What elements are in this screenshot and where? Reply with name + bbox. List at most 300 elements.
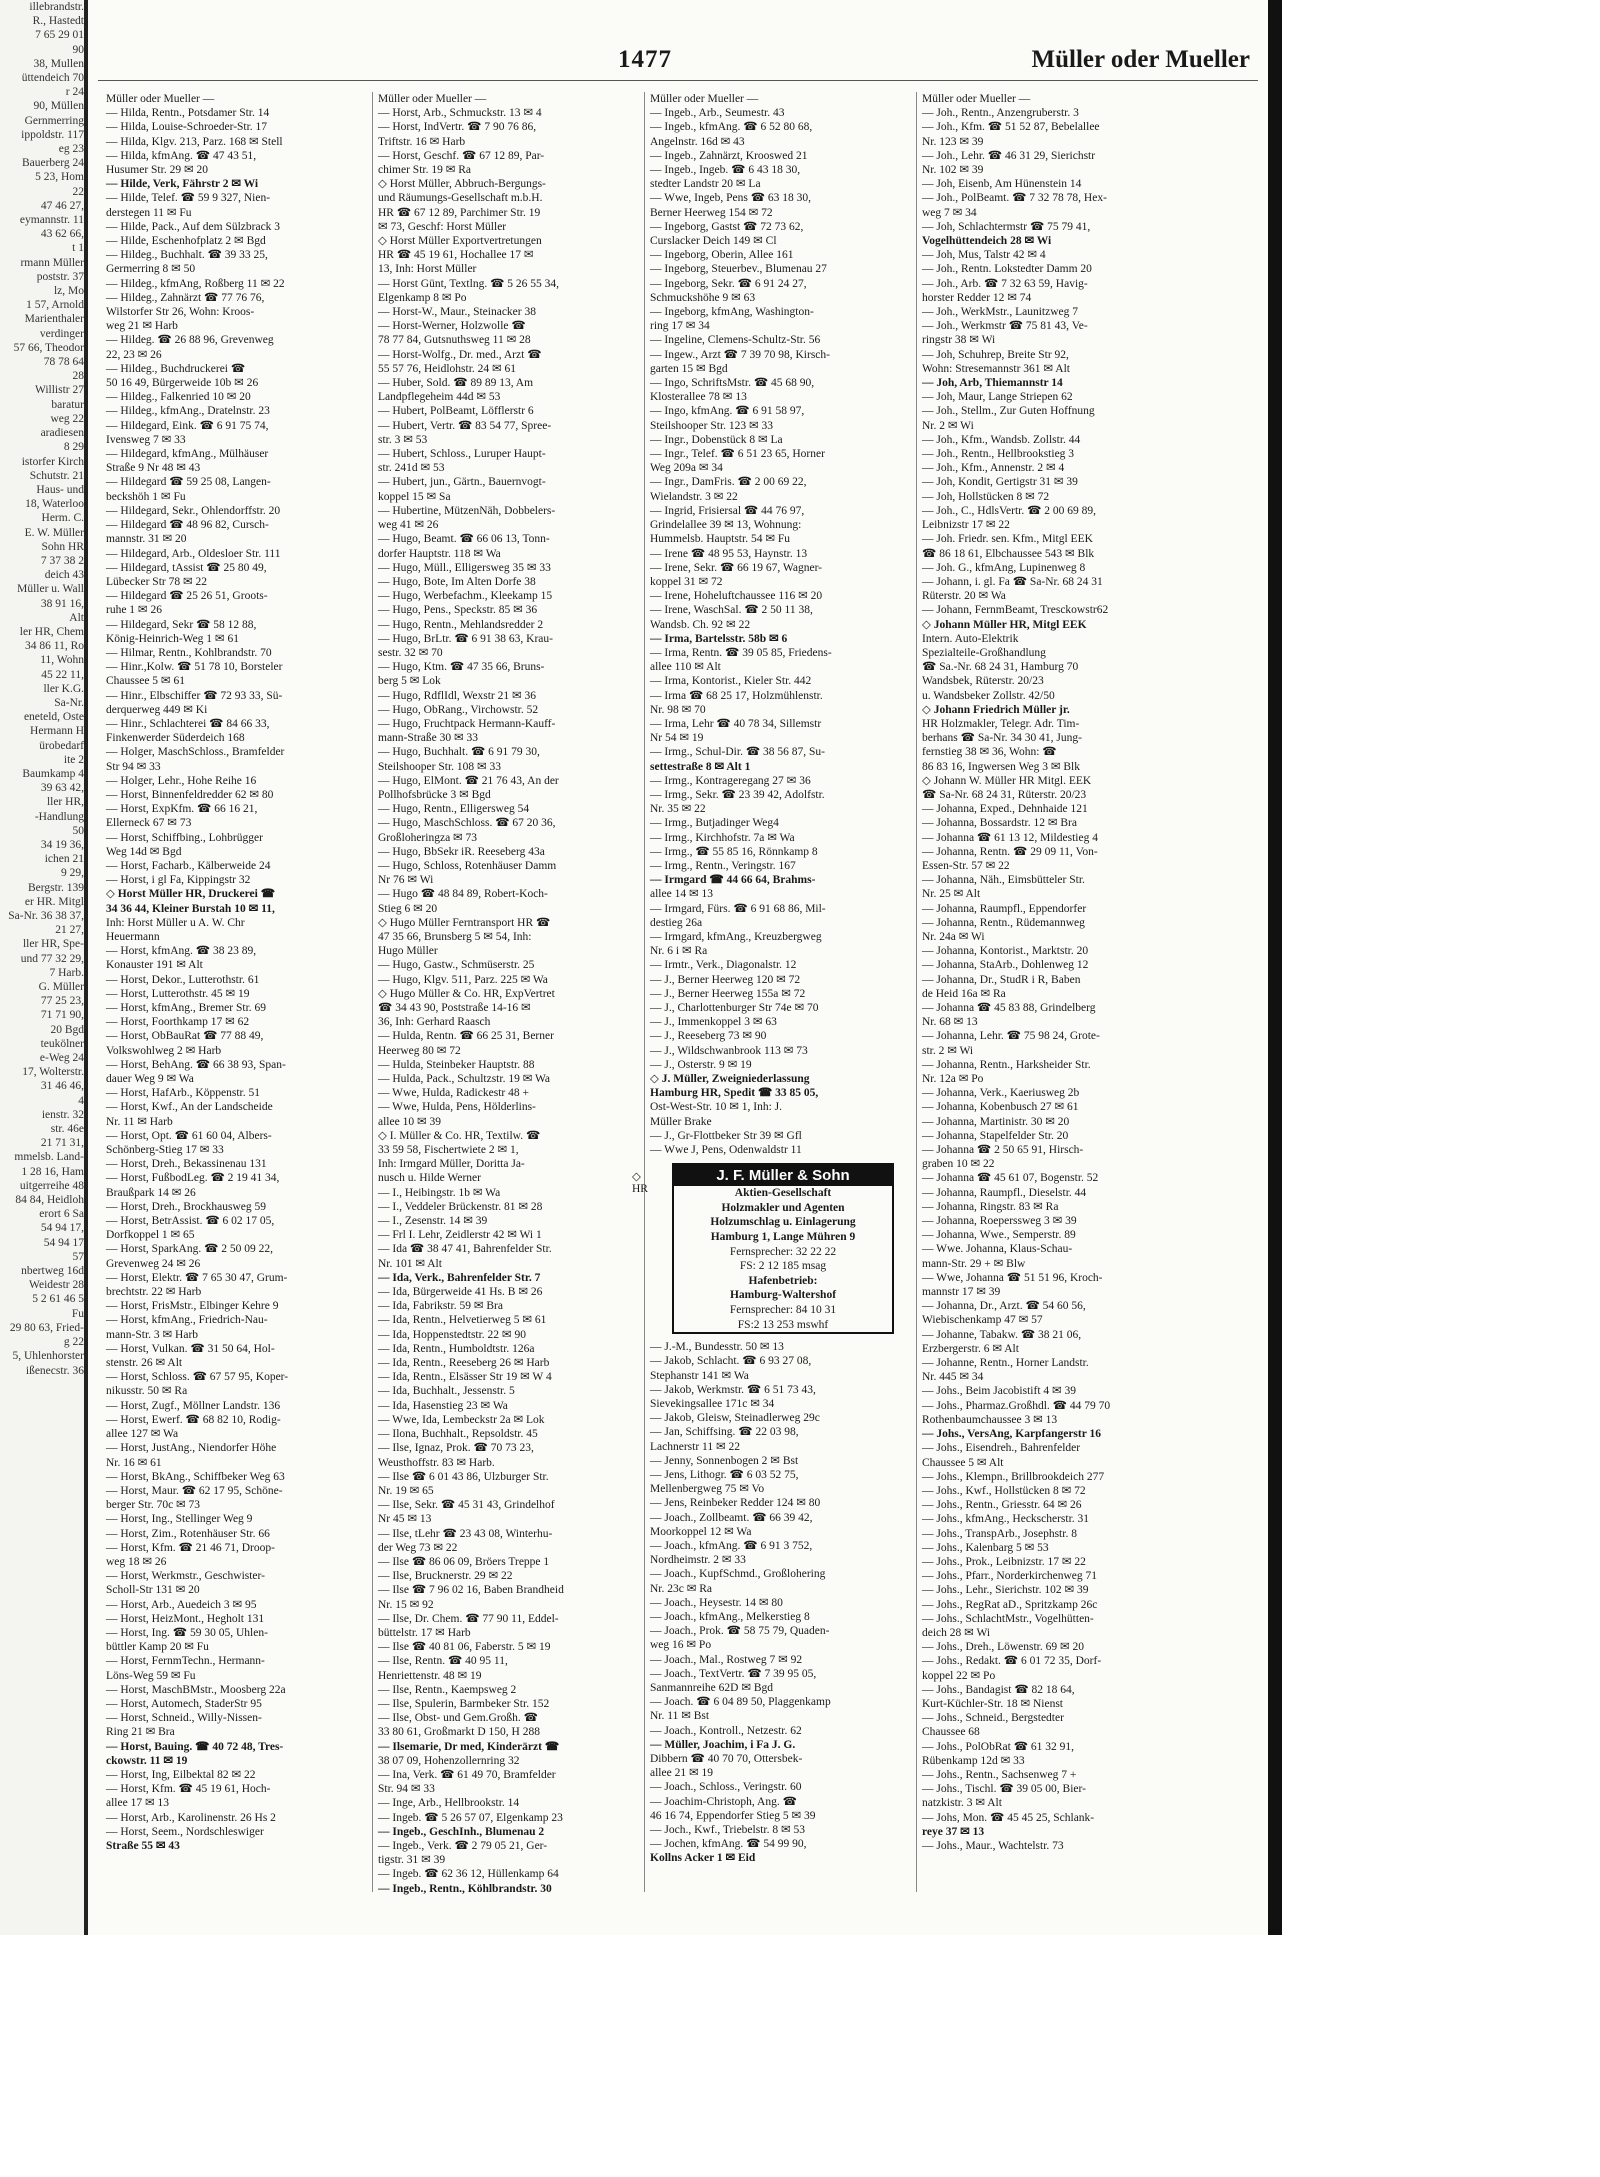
directory-entry: — Horst, ExpKfm. ☎ 66 16 21, [106,803,258,816]
register-mark: HR [632,1183,648,1196]
directory-entry: — Hugo, Bote, Im Alten Dorfe 38 [378,575,536,588]
directory-entry: Spezialteile-Großhandlung [922,646,1046,659]
directory-entry: Nr. 25 ✉ Alt [922,888,981,901]
directory-entry: Ring 21 ✉ Bra [106,1726,175,1739]
directory-entry: — Hilde, Verk, Fährstr 2 ✉ Wi [106,178,259,191]
directory-entry: — Joach., kfmAng., Melkerstieg 8 [650,1611,810,1624]
directory-entry: — J., Charlottenburger Str 74e ✉ 70 [650,1002,819,1014]
directory-entry: — Hugo, BrLtr. ☎ 6 91 38 63, Krau- [378,632,553,645]
directory-entry: — Irene, WaschSal. ☎ 2 50 11 38, [650,604,813,617]
directory-entry: Hamburg HR, Spedit ☎ 33 85 05, [650,1087,819,1100]
directory-entry: — Johs., SchlachtMstr., Vogelhütten- [922,1612,1094,1625]
directory-entry: — Wwe J, Pens, Odenwaldstr 11 [650,1144,802,1157]
directory-entry: — Ida, Verk., Bahrenfelder Str. 7 [378,1271,541,1284]
gutter-text-line: 17, Wolterstr. [22,1066,84,1079]
directory-entry: — Ilse, tLehr ☎ 23 43 08, Winterhu- [378,1527,553,1540]
gutter-text-line: Schutstr. 21 [29,469,84,482]
directory-entry: — Johs., Redakt. ☎ 6 01 72 35, Dorf- [922,1655,1102,1668]
previous-page-gutter [0,0,88,1935]
directory-entry: — Joh., Kfm., Wandsb. Zollstr. 44 [922,433,1081,446]
directory-entry: — Horst, HeizMont., Hegholt 131 [106,1612,265,1625]
directory-entry: Angelnstr. 16d ✉ 43 [650,135,745,148]
directory-entry: — Johs., PolObRat ☎ 61 32 91, [922,1740,1075,1753]
directory-entry: — Joach., kfmAng. ☎ 6 91 3 752, [650,1540,813,1553]
directory-entry: — Horst, Seem., Nordschleswiger [106,1825,264,1838]
directory-entry: — Wwe, Johanna ☎ 51 51 96, Kroch- [922,1271,1103,1284]
gutter-text-line: -Handlung [34,810,84,823]
directory-entry: büttler Kamp 20 ✉ Fu [106,1641,209,1654]
directory-entry: 33 59 58, Fischertwiete 2 ✉ 1, [378,1144,519,1157]
directory-entry: — Irma, Rentn. ☎ 39 05 85, Friedens- [650,646,832,659]
directory-entry: — Hilda, Rentn., Potsdamer Str. 14 [106,107,270,120]
directory-entry: — Johs., Prok., Leibnizstr. 17 ✉ 22 [922,1555,1086,1568]
directory-entry: — Johs., RegRat aD., Spritzkamp 26c [922,1598,1098,1611]
directory-entry: — Joh, Mus, Talstr 42 ✉ 4 [922,249,1046,262]
directory-entry: Steilshooper Str. 108 ✉ 33 [378,760,502,773]
gutter-text-line: 57 [72,1250,84,1263]
directory-entry: — Hilde, Pack., Auf dem Sülzbrack 3 [106,220,281,233]
directory-entry: Elgenkamp 8 ✉ Po [378,291,467,304]
directory-entry: — Ingo, kfmAng. ☎ 6 91 58 97, [650,405,805,418]
gutter-text-line: 90 [72,43,84,56]
directory-entry: Braußpark 14 ✉ 26 [106,1186,196,1199]
directory-entry: — Johs., Klempn., Brillbrookdeich 277 [922,1470,1105,1483]
directory-entry: allee 14 ✉ 13 [650,888,713,901]
directory-entry: 50 16 49, Bürgerweide 10b ✉ 26 [106,377,259,390]
gutter-text-line: ienstr. 32 [41,1108,84,1121]
gutter-text-line: Sohn HR [41,540,84,553]
directory-entry: — Wwe, Hulda, Pens, Hölderlins- [378,1101,536,1114]
directory-entry: — Johs., VersAng, Karpfangerstr 16 [922,1428,1102,1441]
gutter-text-line: 1 28 16, Ham [21,1165,84,1178]
column-4 [922,92,1184,1892]
directory-entry: — Johanne, Tabakw. ☎ 38 21 06, [922,1328,1082,1341]
gutter-text-line: r 24 [65,86,84,99]
directory-entry: koppel 31 ✉ 72 [650,575,723,588]
directory-entry: — Horst, Ing. ☎ 59 30 05, Uhlen- [106,1626,268,1639]
gutter-text-line: 20 Bgd [50,1023,84,1036]
directory-entry: — Horst-W., Maur., Steinacker 38 [378,306,536,319]
directory-entry: ckowstr. 11 ✉ 19 [106,1754,188,1767]
directory-entry: — Hugo, Gastw., Schmüserstr. 25 [378,959,535,972]
directory-entry: Nr. 102 ✉ 39 [922,164,984,177]
gutter-text-line: R., Hastedt [32,15,84,28]
directory-entry: — Horst, Automech, StaderStr 95 [106,1697,262,1710]
gutter-text-line: 1 57, Arnold [26,299,84,312]
directory-entry: — Jens, Reinbeker Redder 124 ✉ 80 [650,1497,821,1510]
directory-entry: — Hubert, jun., Gärtn., Bauernvogt- [378,476,546,489]
directory-entry: — Horst, FrisMstr., Elbinger Kehre 9 [106,1300,279,1313]
directory-entry: — Ilse, Brucknerstr. 29 ✉ 22 [378,1570,513,1583]
directory-entry: mannstr 17 ✉ 39 [922,1286,1001,1299]
directory-entry: — Jan, Schiffsing. ☎ 22 03 98, [650,1426,799,1439]
directory-entry: — Johanna ☎ 2 50 65 91, Hirsch- [922,1144,1084,1157]
directory-entry: Kurt-Küchler-Str. 18 ✉ Nienst [922,1697,1063,1710]
directory-entry: Klosterallee 78 ✉ 13 [650,391,747,404]
directory-entry: — Hildeg., kfmAng, Roßberg 11 ✉ 22 [106,277,285,290]
directory-entry: — Ingeborg, Gastst ☎ 72 73 62, [650,220,804,233]
directory-entry: Nr. 101 ✉ Alt [378,1257,442,1270]
directory-entry: sestr. 32 ✉ 70 [378,646,443,659]
page-edge-shadow [1268,0,1282,1935]
directory-entry: — Joh., Rentn., Hellbrookstieg 3 [922,448,1075,461]
directory-entry: allee 127 ✉ Wa [106,1428,179,1441]
directory-entry: — J., Berner Heerweg 155a ✉ 72 [650,987,806,1000]
directory-entry: — Joach., TextVertr. ☎ 7 39 95 05, [650,1667,817,1680]
directory-entry: — Ingeb. ☎ 5 26 57 07, Elgenkamp 23 [378,1811,563,1824]
gutter-text-line: ler HR, Chem [19,625,84,638]
directory-entry: — Hildegard, kfmAng., Mülhäuser [106,448,269,461]
directory-entry: tigstr. 31 ✉ 39 [378,1854,446,1867]
directory-entry: Weg 14d ✉ Bgd [106,845,182,858]
directory-entry: — Irma, Lehr ☎ 40 78 34, Sillemstr [650,717,822,730]
directory-entry: Nr. 11 ✉ Harb [106,1115,173,1128]
directory-entry: — Hugo, Pens., Speckstr. 85 ✉ 36 [378,604,538,617]
directory-entry: Wandsb. Ch. 92 ✉ 22 [650,618,751,631]
advertisement-line: FS: 2 12 185 msag [739,1260,827,1273]
directory-entry: deich 28 ✉ Wi [922,1626,991,1639]
directory-entry: — Ingeborg, Oberin, Allee 161 [650,249,794,262]
directory-entry: Wiebischenkamp 47 ✉ 57 [922,1314,1043,1327]
gutter-text-line: eymannstr. 11 [19,214,84,227]
directory-entry: — Hildegard ☎ 48 96 82, Cursch- [106,519,269,532]
directory-entry: — J., Gr-Flottbeker Str 39 ✉ Gfl [650,1129,802,1142]
directory-entry: — Johann, FernmBeamt, Tresckowstr62 [922,604,1109,617]
directory-entry: — Johanna, Lehr. ☎ 75 98 24, Grote- [922,1030,1100,1043]
gutter-text-line: t 1 [72,242,84,255]
gutter-text-line: 5 2 61 46 5 [32,1293,84,1306]
directory-entry: — Horst, Kfm. ☎ 45 19 61, Hoch- [106,1783,271,1796]
directory-entry: koppel 15 ✉ Sa [378,490,451,503]
directory-entry: — Ilse ☎ 6 01 43 86, Ulzburger Str. [378,1470,549,1483]
directory-entry: — Irmg., Rentn., Veringstr. 167 [650,859,796,872]
gutter-text-line: str. 46e [50,1123,84,1136]
directory-entry: brechtstr. 22 ✉ Harb [106,1286,202,1299]
gutter-text-line: 34 86 11, Ro [25,640,84,653]
directory-entry: 78 77 84, Gutsnuthsweg 11 ✉ 28 [378,334,531,347]
directory-entry: — Horst, Bauing. ☎ 40 72 48, Tres- [106,1740,284,1753]
directory-entry: — Hinr.,Kolw. ☎ 51 78 10, Borsteler [106,661,283,674]
gutter-text-line: istorfer Kirch [21,455,84,468]
directory-entry: — Irmg., Kirchhofstr. 7a ✉ Wa [650,831,795,844]
directory-entry: — Johs., Eisendreh., Bahrenfelder [922,1442,1081,1455]
column-heading: Müller oder Mueller — [922,93,1031,105]
gutter-text-line: er HR. Mitgl [24,895,84,908]
directory-entry: Nr 54 ✉ 19 [650,732,704,745]
directory-entry: — Irmtr., Verk., Diagonalstr. 12 [650,959,797,972]
directory-entry: — Horst, Maur. ☎ 62 17 95, Schöne- [106,1484,283,1497]
directory-entry: Wohn: Stresemannstr 361 ✉ Alt [922,362,1070,375]
advertisement-line: Fernsprecher: 84 10 31 [729,1303,837,1316]
directory-entry: — Johanna, Roeperssweg 3 ✉ 39 [922,1215,1077,1228]
directory-entry: — Ida ☎ 38 47 41, Bahrenfelder Str. [378,1243,552,1256]
directory-entry: — Joach., Heysestr. 14 ✉ 80 [650,1596,783,1609]
directory-entry: — Ida, Bürgerweide 41 Hs. B ✉ 26 [378,1286,543,1299]
gutter-text-line: nbertweg 16d [21,1265,84,1278]
directory-entry: Nr. 15 ✉ 92 [378,1598,434,1611]
directory-entry: — Horst, Arb., Auedeich 3 ✉ 95 [106,1598,257,1611]
directory-entry: — Horst, i gl Fa, Kippingstr 32 [106,874,251,887]
advertisement-line: Hafenbetrieb: [748,1274,818,1287]
directory-entry: Nr. 11 ✉ Bst [650,1710,710,1723]
directory-entry: — Ida, Hasenstieg 23 ✉ Wa [378,1399,508,1412]
directory-entry: — Johs., Rentn., Griesstr. 64 ✉ 26 [922,1499,1082,1512]
directory-entry: König-Heinrich-Weg 1 ✉ 61 [106,632,239,645]
directory-entry: Heerweg 80 ✉ 72 [378,1044,461,1057]
gutter-text-line: weg 22 [50,412,84,425]
directory-entry: ◇ Johann Friedrich Müller jr. [922,703,1070,716]
directory-entry: — Ingeb., Verk. ☎ 2 79 05 21, Ger- [378,1839,548,1852]
directory-entry: — Hildegard, tAssist ☎ 25 80 49, [106,561,267,574]
directory-entry: Nr. 19 ✉ 65 [378,1484,434,1497]
directory-entry: — Joh, Hollstücken 8 ✉ 72 [922,490,1050,503]
directory-entry: — Johanna, Ringstr. 83 ✉ Ra [922,1200,1059,1213]
directory-entry: Steilshooper Str. 123 ✉ 33 [650,419,774,432]
directory-entry: Dorfkoppel 1 ✉ 65 [106,1229,195,1242]
advertisement-line: Holzumschlag u. Einlagerung [710,1216,856,1229]
directory-entry: und Räumungs-Gesellschaft m.b.H. [378,192,543,205]
directory-entry: — Irma, Bartelsstr. 58b ✉ 6 [650,632,788,645]
gutter-text-line: 38 91 16, [40,597,84,610]
gutter-text-line: 39 63 42, [40,782,84,795]
directory-entry: — Hinr., Elbschiffer ☎ 72 93 33, Sü- [106,689,283,702]
directory-entry: — Horst, kfmAng., Bremer Str. 69 [106,1002,267,1014]
gutter-text-line: Sa-Nr. 36 38 37, [8,910,84,922]
directory-entry: — Hinr., Schlachterei ☎ 84 66 33, [106,717,270,730]
directory-entry: 46 16 74, Eppendorfer Stieg 5 ✉ 39 [650,1809,816,1822]
gutter-text-line: 38, Mullen [33,57,84,70]
directory-entry: — Johanna, StaArb., Dohlenweg 12 [922,959,1089,972]
gutter-text-line: 21 71 31, [40,1137,84,1150]
gutter-text-line: 77 25 23, [40,995,84,1008]
directory-entry: — Frl I. Lehr, Zeidlerstr 42 ✉ Wi 1 [378,1229,542,1242]
directory-entry: weg 18 ✉ 26 [106,1555,167,1568]
directory-entry: 86 83 16, Ingwersen Weg 3 ✉ Blk [922,760,1080,773]
gutter-text-line: uitgerreihe 48 [19,1179,84,1192]
directory-entry: — Ida, Rentn., Humboldtstr. 126a [378,1342,535,1355]
directory-entry: — Wwe. Johanna, Klaus-Schau- [922,1243,1073,1256]
directory-entry: HR ☎ 45 19 61, Hochallee 17 ✉ [378,249,534,262]
directory-entry: — Hulda, Steinbeker Hauptstr. 88 [378,1058,535,1071]
directory-entry: weg 7 ✉ 34 [922,206,977,219]
directory-entry: — Ida, Fabrikstr. 59 ✉ Bra [378,1300,503,1313]
directory-entry: — Horst, Schneid., Willy-Nissen- [106,1712,262,1725]
directory-entry: Nr. 123 ✉ 39 [922,135,984,148]
gutter-text-line: G. Müller [38,981,84,994]
directory-entry: horster Redder 12 ✉ 74 [922,291,1032,304]
directory-entry: settestraße 8 ✉ Alt 1 [650,760,751,773]
directory-entry: Henriettenstr. 48 ✉ 19 [378,1669,482,1682]
directory-entry: — Joh., Rentn., Anzengruberstr. 3 [922,107,1079,120]
directory-entry: — Jakob, Gleisw, Steinadlerweg 29c [650,1412,820,1425]
directory-entry: — Hubert, Schloss., Luruper Haupt- [378,448,546,461]
gutter-text-line: Herm. C. [41,512,84,525]
directory-entry: Berner Heerweg 154 ✉ 72 [650,206,773,219]
directory-entry: — Ingr., Dobenstück 8 ✉ La [650,433,783,446]
directory-entry: — Joh., Werkmstr ☎ 75 81 43, Ve- [922,320,1088,333]
directory-entry: str. 241d ✉ 53 [378,462,445,475]
directory-entry: — Horst, FernmTechn., Hermann- [106,1655,265,1668]
directory-entry: — Irmg., ☎ 55 85 16, Rönnkamp 8 [650,845,818,858]
directory-entry: Stephanstr 141 ✉ Wa [650,1369,749,1382]
directory-entry: der Weg 73 ✉ 22 [378,1541,458,1554]
directory-entry: — Johanna, Stapelfelder Str. 20 [922,1129,1069,1142]
advertisement [632,1163,912,1334]
directory-entry: Kollns Acker 1 ✉ Eid [650,1852,756,1865]
directory-entry: HR Holzmakler, Telegr. Adr. Tim- [922,717,1080,730]
directory-entry: — Jakob, Schlacht. ☎ 6 93 27 08, [650,1355,812,1368]
directory-entry: Ivensweg 7 ✉ 33 [106,433,186,446]
header-rule [98,80,1258,81]
directory-entry: berhans ☎ Sa-Nr. 34 30 41, Jung- [922,732,1082,745]
directory-entry: Rübenkamp 12d ✉ 33 [922,1754,1025,1767]
page-header [88,38,1268,78]
column-2 [378,92,640,1895]
gutter-text-line: 22 [72,185,84,198]
gutter-text-line: lz, Mo [53,285,84,298]
gutter-text-line: ite 2 [63,753,84,766]
directory-entry: — Horst, Opt. ☎ 61 60 04, Albers- [106,1129,272,1142]
directory-entry: Sanmannreihe 62D ✉ Bgd [650,1682,774,1695]
directory-entry: — Horst, SparkAng. ☎ 2 50 09 22, [106,1243,274,1256]
gutter-text-line: baratur [51,398,84,411]
directory-entry: HR ☎ 67 12 89, Parchimer Str. 19 [378,206,541,219]
directory-entry: — Horst, Dreh., Bekassinenau 131 [106,1158,267,1171]
directory-entry: — Horst, Schloss. ☎ 67 57 95, Koper- [106,1371,289,1384]
directory-entry: — Hildegard ☎ 59 25 08, Langen- [106,476,271,489]
directory-entry: Mellenbergweg 75 ✉ Vo [650,1483,765,1496]
directory-entry: — Irmg., Schul-Dir. ☎ 38 56 87, Su- [650,746,825,759]
gutter-text-line: 29 80 63, Fried- [9,1321,84,1334]
directory-entry: — Ilona, Buchhalt., Repsoldstr. 45 [378,1428,538,1441]
directory-entry: — Johs., Bandagist ☎ 82 18 64, [922,1683,1075,1696]
directory-entry: — Johanna, Martinistr. 30 ✉ 20 [922,1115,1070,1128]
directory-entry: Nr. 6 i ✉ Ra [650,945,708,958]
directory-entry: — Ilse, Ignaz, Prok. ☎ 70 73 23, [378,1442,534,1455]
directory-entry: — Hugo ☎ 48 84 89, Robert-Koch- [378,888,548,901]
directory-entry: 33 80 61, Großmarkt D 150, H 288 [378,1726,540,1739]
column-rule [644,92,645,1892]
directory-entry: — Hilde, Telef. ☎ 59 9 327, Nien- [106,192,271,205]
gutter-text-line: 71 71 90, [40,1009,84,1022]
directory-entry: ruhe 1 ✉ 26 [106,604,162,617]
directory-entry: str. 3 ✉ 53 [378,433,428,446]
directory-entry: mann-Str. 3 ✉ Harb [106,1328,199,1341]
gutter-text-line: eneteld, Oste [23,711,84,724]
directory-entry: — Holger, MaschSchloss., Bramfelder [106,746,285,759]
directory-entry: Nr 45 ✉ 13 [378,1513,432,1526]
directory-entry: — Ida, Rentn., Elsässer Str 19 ✉ W 4 [378,1371,552,1384]
directory-entry: — Horst, HafArb., Köppenstr. 51 [106,1087,260,1100]
directory-entry: Lachnerstr 11 ✉ 22 [650,1440,741,1453]
directory-entry: — Joh, Schlachtermstr ☎ 75 79 41, [922,220,1091,233]
directory-entry: — Johanna, Raumpfl., Dieselstr. 44 [922,1186,1087,1199]
directory-entry: beckshöh 1 ✉ Fu [106,490,186,503]
directory-entry: — Johanna ☎ 45 83 88, Grindelberg [922,1002,1096,1014]
directory-entry: reye 37 ✉ 13 [922,1825,985,1838]
directory-entry: — Joh, Maur, Lange Striepen 62 [922,391,1073,404]
directory-entry: — J., Berner Heerweg 120 ✉ 72 [650,973,801,986]
directory-entry: — Irmg., Sekr. ☎ 23 39 42, Adolfstr. [650,788,825,801]
directory-entry: — Johs., Lehr., Sierichstr. 102 ✉ 39 [922,1584,1089,1597]
directory-entry: 38 07 09, Hohenzollernring 32 [378,1754,520,1767]
directory-entry: — Ida, Rentn., Helvetierweg 5 ✉ 61 [378,1314,547,1327]
directory-entry: — Joach., Mal., Rostweg 7 ✉ 92 [650,1653,803,1666]
directory-entry: — Johs., Pfarr., Norderkirchenweg 71 [922,1570,1098,1583]
directory-entry: — Ingeb., kfmAng. ☎ 6 52 80 68, [650,121,813,134]
column-1 [106,92,368,1892]
directory-entry: — Horst, Ing, Eilbektal 82 ✉ 22 [106,1768,256,1781]
directory-entry: Stieg 6 ✉ 20 [378,902,438,915]
directory-entry: — Johs, Mon. ☎ 45 45 25, Schlank- [922,1811,1095,1824]
directory-entry: Chaussee 68 [922,1726,980,1739]
directory-entry: — Johanna, Exped., Dehnhaide 121 [922,803,1088,816]
gutter-text-line: ller K.G. [43,682,84,695]
directory-entry: — Hugo, Schloss, Rotenhäuser Damm [378,859,557,872]
directory-entry: — Müller, Joachim, i Fa J. G. [650,1738,796,1751]
directory-entry: — Johanna, Dr., StudR i R, Baben [922,973,1081,986]
directory-entry: Pollhofsbrücke 3 ✉ Bgd [378,788,491,801]
directory-entry: — Horst, Werkmstr., Geschwister- [106,1570,265,1583]
directory-entry: Straße 9 Nr 48 ✉ 43 [106,462,201,475]
directory-entry: u. Wandsbeker Zollstr. 42/50 [922,689,1055,702]
directory-entry: Chaussee 5 ✉ Alt [922,1456,1004,1469]
directory-entry: — J., Immenkoppel 3 ✉ 63 [650,1016,777,1029]
directory-entry: — Joh. G., kfmAng, Lupinenweg 8 [922,561,1086,574]
directory-entry: str. 2 ✉ Wi [922,1044,974,1057]
directory-entry: — Horst, JustAng., Niendorfer Höhe [106,1442,277,1455]
directory-entry: — Hugo, Ktm. ☎ 47 35 66, Bruns- [378,661,545,674]
running-head: Müller oder Mueller [1031,46,1250,73]
directory-entry: Leibnizstr 17 ✉ 22 [922,519,1010,532]
gutter-text-line: ürobedarf [39,739,84,752]
directory-entry: — Wwe, Ida, Lembeckstr 2a ✉ Lok [378,1413,545,1426]
directory-entry: natzkistr. 3 ✉ Alt [922,1797,1002,1810]
directory-entry: — Ilse ☎ 7 96 02 16, Baben Brandheid [378,1584,564,1597]
directory-entry: Nr. 12a ✉ Po [922,1073,984,1086]
gutter-text-line: Hermann H [30,725,84,738]
gutter-text-line: 18, Waterloo [25,498,84,511]
gutter-text-line: ller HR, [46,796,84,809]
directory-entry: ◇ Hugo Müller & Co. HR, ExpVertret [378,987,555,1000]
directory-entry: — Johanna, Wwe., Semperstr. 89 [922,1229,1076,1242]
directory-entry: Vogelhüttendeich 28 ✉ Wi [922,235,1052,248]
directory-entry: — Horst, Binnenfeldredder 62 ✉ 80 [106,788,274,801]
directory-entry: — Horst, kfmAng. ☎ 38 23 89, [106,945,257,958]
directory-entry: 36, Inh: Gerhard Raasch [378,1016,491,1029]
directory-entry: — Horst, Zim., Rotenhäuser Str. 66 [106,1527,270,1540]
directory-entry: Curslacker Deich 149 ✉ Cl [650,235,777,248]
directory-entry: — Johs., Kalenbarg 5 ✉ 53 [922,1541,1049,1554]
gutter-text-line: 9 29, [61,867,84,880]
gutter-text-line: 7 37 38 2 [40,554,84,567]
directory-entry: Moorkoppel 12 ✉ Wa [650,1525,752,1538]
directory-entry: Volkswohlweg 2 ✉ Harb [106,1044,222,1057]
gutter-text-line: 5, Uhlenhorster [12,1350,84,1363]
advertisement-title: J. F. Müller & Sohn [674,1165,892,1186]
gutter-text-line: 34 19 36, [40,838,84,851]
gutter-text-line: 4 [78,1094,84,1107]
advertisement-line: Fernsprecher: 32 22 22 [729,1245,837,1258]
directory-entry: garten 15 ✉ Bgd [650,362,728,375]
gutter-text-line: 84 84, Heidloh [15,1194,84,1207]
directory-entry: ring 17 ✉ 34 [650,320,710,333]
directory-entry: — Ilse ☎ 86 06 09, Bröers Treppe 1 [378,1555,550,1568]
directory-entry: Str 94 ✉ 33 [106,760,161,773]
directory-entry: — Ingo, SchriftsMstr. ☎ 45 68 90, [650,377,815,390]
directory-entry: — Ilse, Obst- und Gem.Großh. ☎ [378,1712,538,1725]
directory-entry: — Irmg., Butjadinger Weg4 [650,817,779,830]
